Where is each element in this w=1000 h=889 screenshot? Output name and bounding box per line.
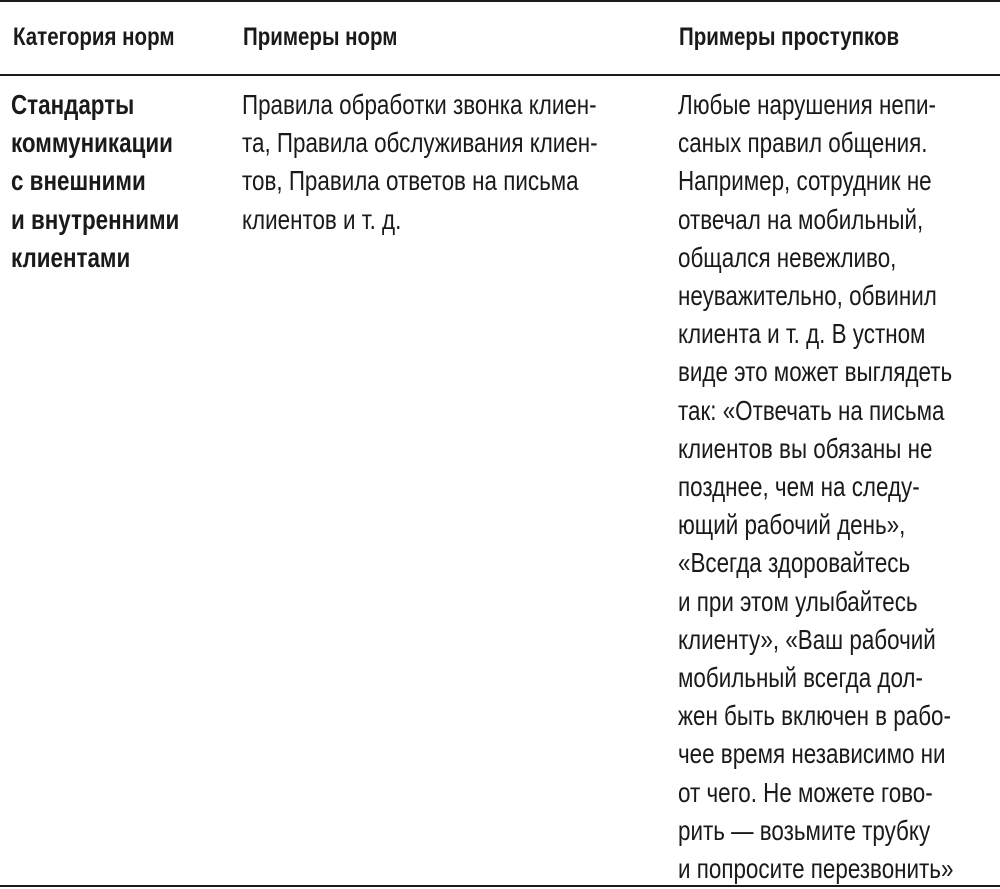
header-violation-examples: Примеры проступков xyxy=(679,23,900,51)
cell-violation-examples: Любые нарушения непи- саных правил общения. Например, сотрудник не отвечал на мобильный, общался невежливо, неуважительно, обвинил клиента и т. д. В устном виде это может выглядеть так: «Отвечать на письма клиентов вы обязаны не позднее, чем на следу- ющий рабочий день», «Всегда здоровайтесь и при этом улыбайтесь клиенту», «Ваш рабочий мобильный всегда дол- жен быть включен в рабо- чее время независимо ни от чего. Не можете гово- рить — возьмите трубку и попросите перезвонить» xyxy=(678,89,954,885)
header-divider-rule xyxy=(0,74,1000,76)
header-category: Категория норм xyxy=(13,23,175,51)
cell-norm-examples: Правила обработки звонка клиен- та, Правила обслуживания клиен- тов, Правила ответов на письма клиентов и т. д. xyxy=(242,89,598,235)
table-top-rule xyxy=(0,0,1000,2)
cell-category: Стандарты коммуникации с внешними и внутренними клиентами xyxy=(11,89,180,273)
table-bottom-rule xyxy=(0,885,1000,887)
header-norm-examples: Примеры норм xyxy=(243,23,398,51)
